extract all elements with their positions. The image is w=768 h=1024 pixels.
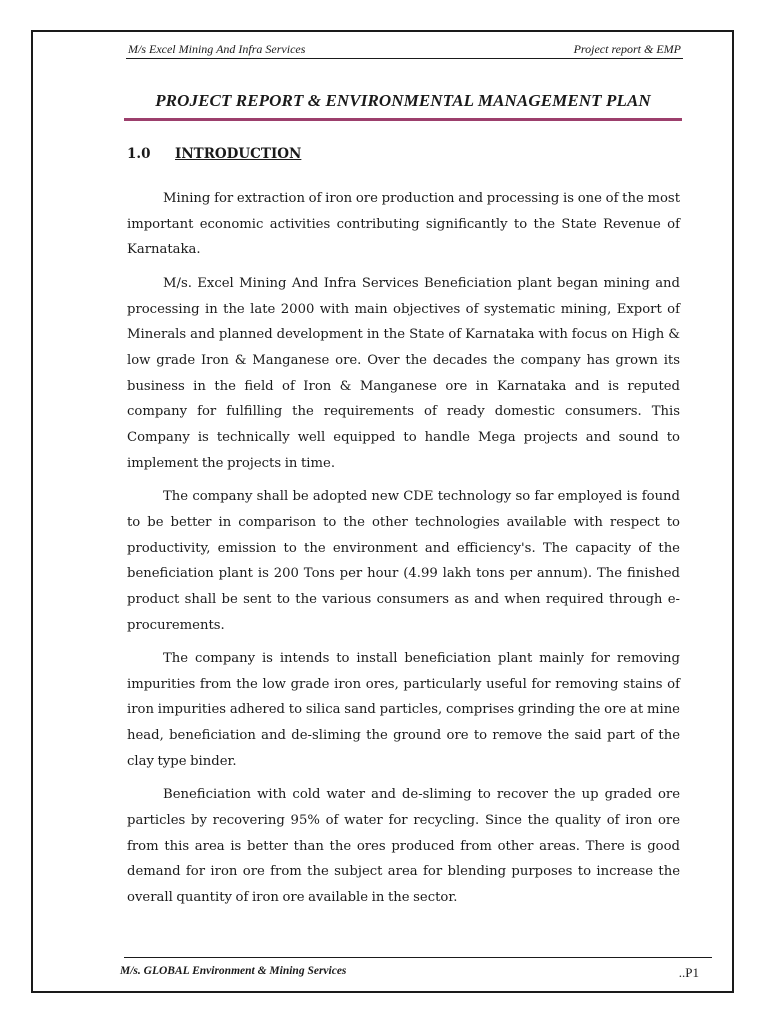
body-text	[127, 186, 680, 918]
paragraph: Beneficiation with cold water and de-sliming to recover the up graded ore particles by recovering 95% of water for recycling. Since the quality of iron ore from this area is better than the ores produced from other areas. There is good demand for iron ore from the subject area for blending purposes to increase the overall quantity of iron ore available in the sector.	[127, 787, 680, 906]
paragraph: The company is intends to install beneficiation plant mainly for removing impurities from the low grade iron ores, particularly useful for removing stains of iron impurities adhered to silica sand particles, comprises grinding the ore at mine head, beneficiation and de-sliming the ground ore to remove the said part of the clay type binder.	[127, 651, 680, 769]
document-title: PROJECT REPORT & ENVIRONMENTAL MANAGEMENT PLAN	[155, 91, 651, 110]
paragraph: Mining for extraction of iron ore production and processing is one of the most important economic activities contributing significantly to the State Revenue of Karnataka.	[127, 191, 680, 258]
footer-consultant-name: M/s. GLOBAL Environment & Mining Services	[120, 965, 347, 977]
header-company-name: M/s Excel Mining And Infra Services	[128, 42, 306, 56]
paragraph: M/s. Excel Mining And Infra Services Beneficiation plant began mining and processing in the late 2000 with main objectives of systematic mining, Export of Minerals and planned development in the State of Karnataka with focus on High & low grade Iron & Manganese ore. Over the decades the company has grown its business in the field of Iron & Manganese ore in Karnataka and is reputed company for fulfilling the requirements of ready domestic consumers. This Company is technically well equipped to handle Mega projects and sound to implement the projects in time.	[127, 275, 680, 471]
section-title: INTRODUCTION	[175, 146, 302, 162]
section-heading	[127, 146, 301, 162]
footer-rule	[124, 957, 712, 958]
title-underline-rule	[124, 118, 682, 121]
running-header	[126, 42, 683, 59]
paragraph: The company shall be adopted new CDE technology so far employed is found to be better in comparison to the other technologies available with respect to productivity, emission to the environment and efficiency's. The capacity of the beneficiation plant is 200 Tons per hour (4.99 lakh tons per annum). The finished product shall be sent to the various consumers as and when required through e-procurements.	[127, 489, 680, 633]
header-document-name: Project report & EMP	[573, 42, 681, 56]
page-number: ..P1	[678, 965, 699, 980]
section-number: 1.0	[127, 146, 151, 162]
